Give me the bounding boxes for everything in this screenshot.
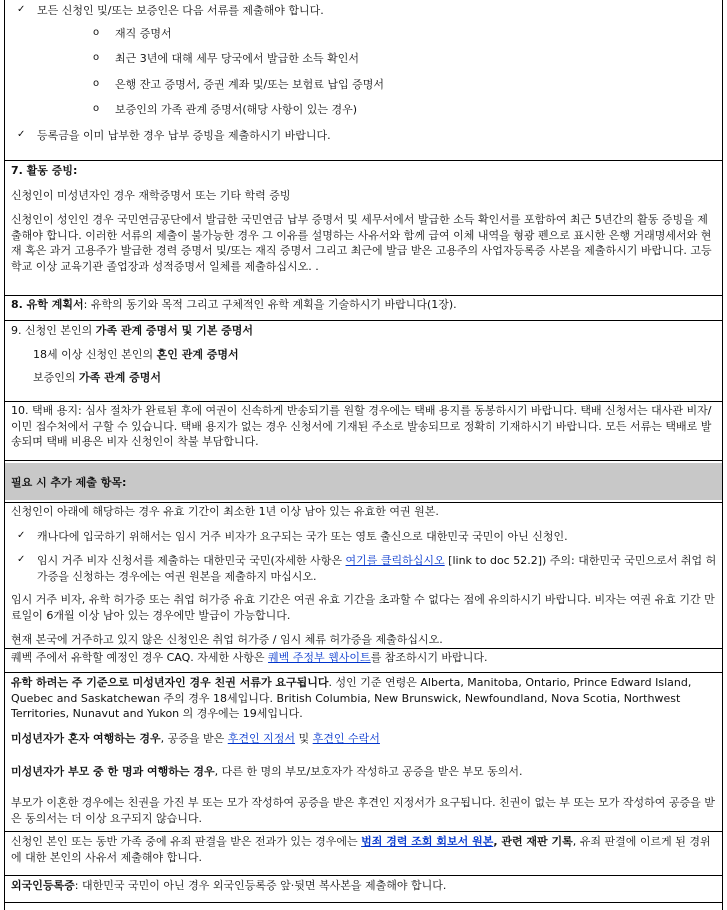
criminal-record-block [4, 834, 723, 865]
divider [4, 831, 723, 832]
section-activity-proof [4, 163, 723, 275]
divider [4, 401, 723, 402]
divider [4, 502, 723, 503]
section-9-guarantor: 보증인의 가족 관계 증명서 [33, 371, 162, 385]
minors-one-parent: 미성년자가 부모 중 한 명과 여행하는 경우, 다른 한 명의 부모/보호자가 작성하고 공증을 받은 부모 동의서. [11, 765, 523, 779]
guardian-acceptance-link[interactable]: 후견인 수락서 [312, 731, 380, 745]
bullet-fee-proof: ✓ 등록금을 이미 납부한 경우 납부 증빙을 제출하시기 바랍니다. [11, 128, 717, 144]
sub-item-income: o 최근 3년에 대해 세무 당국에서 발급한 소득 확인서 [11, 51, 717, 67]
alien-registration-text: 외국인등록증: 대한민국 국민이 아닌 경우 외국인등록증 앞·뒷면 복사본을 제출해야 합니다. [11, 879, 447, 892]
quebec-website-link[interactable]: 퀘벡 주정부 웹사이트 [268, 651, 371, 664]
section-courier [4, 403, 723, 450]
validity-note: 임시 거주 비자, 유학 허가증 또는 취업 허가증 유효 기간은 여권 유효 기간을 초과할 수 없다는 점에 유의하시기 바랍니다. 비자는 여권 유효 기간 만료일이 6개월 이상 남아 있는 경우에만 발급이 가능합니다. [11, 593, 715, 623]
divider [4, 672, 723, 673]
click-here-link[interactable]: 여기를 클릭하십시오 [345, 554, 445, 568]
section-family-certificates [4, 323, 723, 386]
not-residing-note: 현재 본국에 거주하고 있지 않은 신청인은 취업 허가증 / 임시 체류 허가증을 제출하십시오. [11, 632, 443, 646]
section-8-text: 8. 유학 계획서: 유학의 동기와 목적 그리고 구체적인 유학 계획을 기술하시기 바랍니다(1장). [11, 298, 457, 311]
divider [4, 320, 723, 321]
passport-bullet-visa-country: ✓ 캐나다에 입국하기 위해서는 임시 거주 비자가 요구되는 국가 또는 영토 출신으로 대한민국 국민이 아닌 신청인. [11, 529, 717, 545]
required-documents-block [4, 3, 723, 144]
quebec-block [4, 650, 723, 666]
criminal-record-link[interactable]: 범죄 경력 조회 회보서 원본 [361, 835, 494, 848]
guardian-appointment-link[interactable]: 후견인 지정서 [227, 731, 296, 745]
additional-heading-row [4, 475, 723, 491]
minors-age-rule: 유학 하려는 주 기준으로 미성년자인 경우 친권 서류가 요구됩니다. 성인 기준 연령은 Alberta, Manitoba, Ontario, Prince Edward Island, Quebec and Saskatchewan 주의 경우 18세입니다. British Columbia, New Brunswick, Newfoundland, Nova Scotia, Northwest Territories, Nunavut and Yukon 의 경우에는 19세입니다. [11, 676, 692, 721]
criminal-record-text: 신청인 본인 또는 동반 가족 중에 유죄 판결을 받은 전과가 있는 경우에는 범죄 경력 조회 회보서 원본, 관련 재판 기록, 유죄 판결에 이르게 된 경위에 대한 본인의 사유서 제출해야 합니다. [11, 835, 711, 864]
passport-bullet-korean: ✓ 임시 거주 비자 신청서를 제출하는 대한민국 국민(자세한 사항은 여기를 클릭하십시오 [link to doc 52.2]) 주의: 대한민국 국민으로서 취업 허가증을 신청하는 경우에는 여권 원본을 제출하지 마십시오. [11, 553, 717, 584]
sub-item-employment: o 재직 증명서 [11, 26, 717, 42]
divider [4, 160, 723, 161]
section-9-title: 9. 신청인 본인의 가족 관계 증명서 및 기본 증명서 [11, 324, 254, 337]
section-7-adult: 신청인이 성인인 경우 국민연금공단에서 발급한 국민연금 납부 증명서 및 세무서에서 발급한 소득 확인서를 포함하여 최근 5년간의 활동 증빙을 제출해야 합니다. 이러한 서류의 제출이 불가능한 경우 그 이유를 설명하는 사유서와 함께 급여 이체 내역을 형광 펜으로 표시한 은행 거래명세서와 현재 혹은 과거 고용주가 발급한 경력 증명서 및/또는 재직 증명서 그리고 최근에 발급 받은 고용주의 사업자등록증 사본을 제출하시기 바랍니다. 고등학교 이상 교육기관 졸업장과 성적증명서 일체를 제출하십시오. . [11, 213, 712, 274]
passport-block [4, 504, 723, 647]
passport-intro: 신청인이 아래에 해당하는 경우 유효 기간이 최소한 1년 이상 남아 있는 유효한 여권 원본. [11, 505, 439, 518]
section-study-plan [4, 297, 723, 313]
bullet-all-applicants: ✓ 모든 신청인 및/또는 보증인은 다음 서류를 제출해야 합니다. [11, 3, 717, 19]
quebec-text: 퀘벡 주에서 유학할 예정인 경우 CAQ. 자세한 사항은 퀘벡 주정부 웹사이트를 참조하시기 바랍니다. [11, 651, 488, 664]
section-7-title: 7. 활동 증빙: [11, 164, 78, 177]
divider [4, 460, 723, 461]
minors-alone: 미성년자가 혼자 여행하는 경우, 공증을 받은 후견인 지정서 및 후견인 수락서 [11, 731, 380, 745]
sub-item-family: o 보증인의 가족 관계 증명서(해당 사항이 있는 경우) [11, 102, 717, 118]
divider [4, 648, 723, 649]
additional-heading: 필요 시 추가 제출 항목: [11, 476, 127, 489]
divider [4, 875, 723, 876]
alien-registration-block [4, 878, 723, 894]
minors-block [4, 675, 723, 826]
minors-divorced: 부모가 이혼한 경우에는 친권을 가진 부 또는 모가 작성하여 공증을 받은 후견인 지정서가 요구됩니다. 친권이 없는 부 또는 모가 작성하여 공증을 받은 동의서는 더 이상 요구되지 않습니다. [11, 796, 715, 825]
divider [4, 295, 723, 296]
divider [4, 902, 723, 903]
section-9-marriage: 18세 이상 신청인 본인의 혼인 관계 증명서 [33, 347, 239, 361]
section-7-minor: 신청인이 미성년자인 경우 재학증명서 또는 기타 학력 증빙 [11, 188, 291, 202]
sub-item-bank: o 은행 잔고 증명서, 증권 계좌 및/또는 보험료 납입 증명서 [11, 77, 717, 93]
section-10-text: 10. 택배 용지: 심사 절차가 완료된 후에 여권이 신속하게 반송되기를 원할 경우에는 택배 용지를 동봉하시기 바랍니다. 택배 신청서는 대사관 비자/이민 접수처에서 구할 수 있습니다. 택배 용지가 없는 경우 신청서에 기재된 주소로 발송되므로 정확히 기재하시기 바랍니다. 모든 서류는 택배로 발송되며 택배 비용은 비자 신청인이 착불 부담합니다. [11, 404, 712, 449]
